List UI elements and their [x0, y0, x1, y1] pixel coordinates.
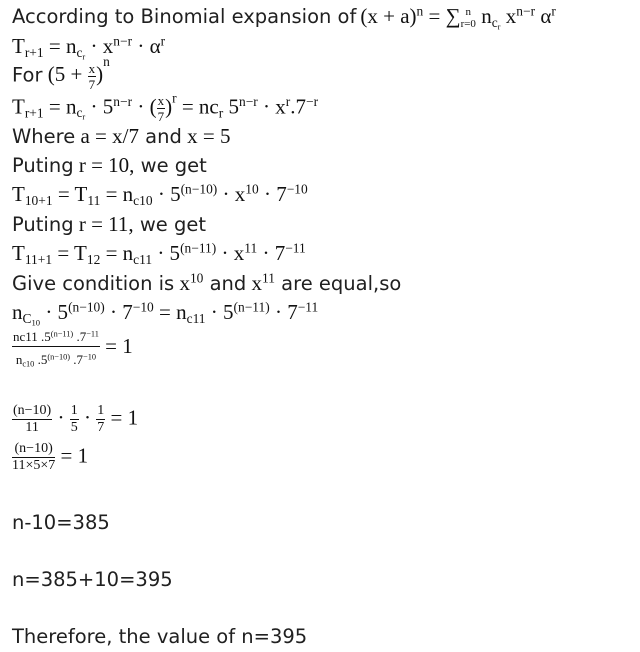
general-term-line: $T_{r+1} = n_{c_r} \cdot x^{n-r} \cdot \alpha^r$: [12, 33, 166, 62]
equality-line: $n_{C_{10}} \cdot 5^{(n-10)} \cdot 7^{-10} = n_{c11} \cdot 5^{(n-11)} \cdot 7^{-11}$: [12, 299, 319, 328]
ratio-line: $\frac{nc11 .5^{(n-11)} .7^{-11}}{n_{c10} .5^{(n-10)} .7^{-10}}$ = 1: [13, 329, 133, 369]
fraction-product-line: $\frac{(n-10)}{11}$ · $\frac{1}{5}$ · $\frac{1}{7}$ = 1: [13, 403, 139, 435]
for-expression-line: For (5 + $\frac{x}{7}$ )$^n$: [12, 54, 110, 92]
binomial-formula: $(x + a)^n$ = ∑ n r=0 $n_{c_r}$ $x^{n-r}$ $\alpha^r$: [360, 3, 556, 32]
substituted-term-line: $T_{r+1} = n_{c_r} \cdot 5^{n-r}$ · ( $\frac{x}{7}$ )$^r = nc_r$ $5^{n-r} \cdot x^r.7^{-r}$: [12, 90, 319, 124]
term-12-line: $T_{11+1} = T_{12} = n_{c11} \cdot 5^{(n-11)} \cdot x^{11} \cdot 7^{-11}$: [12, 240, 306, 268]
term-11-line: $T_{10+1} = T_{11} = n_{c10} \cdot 5^{(n-10)} \cdot x^{10} \cdot 7^{-10}$: [12, 181, 308, 209]
result-step-1: n-10=385: [12, 511, 110, 534]
final-answer: Therefore, the value of n=395: [12, 625, 308, 648]
combined-fraction-line: $\frac{(n-10)}{11\times 5\times 7}$ = 1: [12, 441, 89, 473]
condition-line: Give condition is $x^{10}$ and $x^{11}$ are equal,so: [12, 270, 402, 295]
result-step-2: n=385+10=395: [12, 568, 173, 591]
puting-r11-line: Puting r = 11, we get: [12, 212, 207, 236]
puting-r10-line: Puting r = 10, we get: [12, 153, 207, 177]
binomial-expansion-line: [12, 3, 556, 32]
where-line: Where a = x/7 and x = 5: [12, 124, 231, 148]
intro-text: According to Binomial expansion of: [12, 5, 357, 28]
